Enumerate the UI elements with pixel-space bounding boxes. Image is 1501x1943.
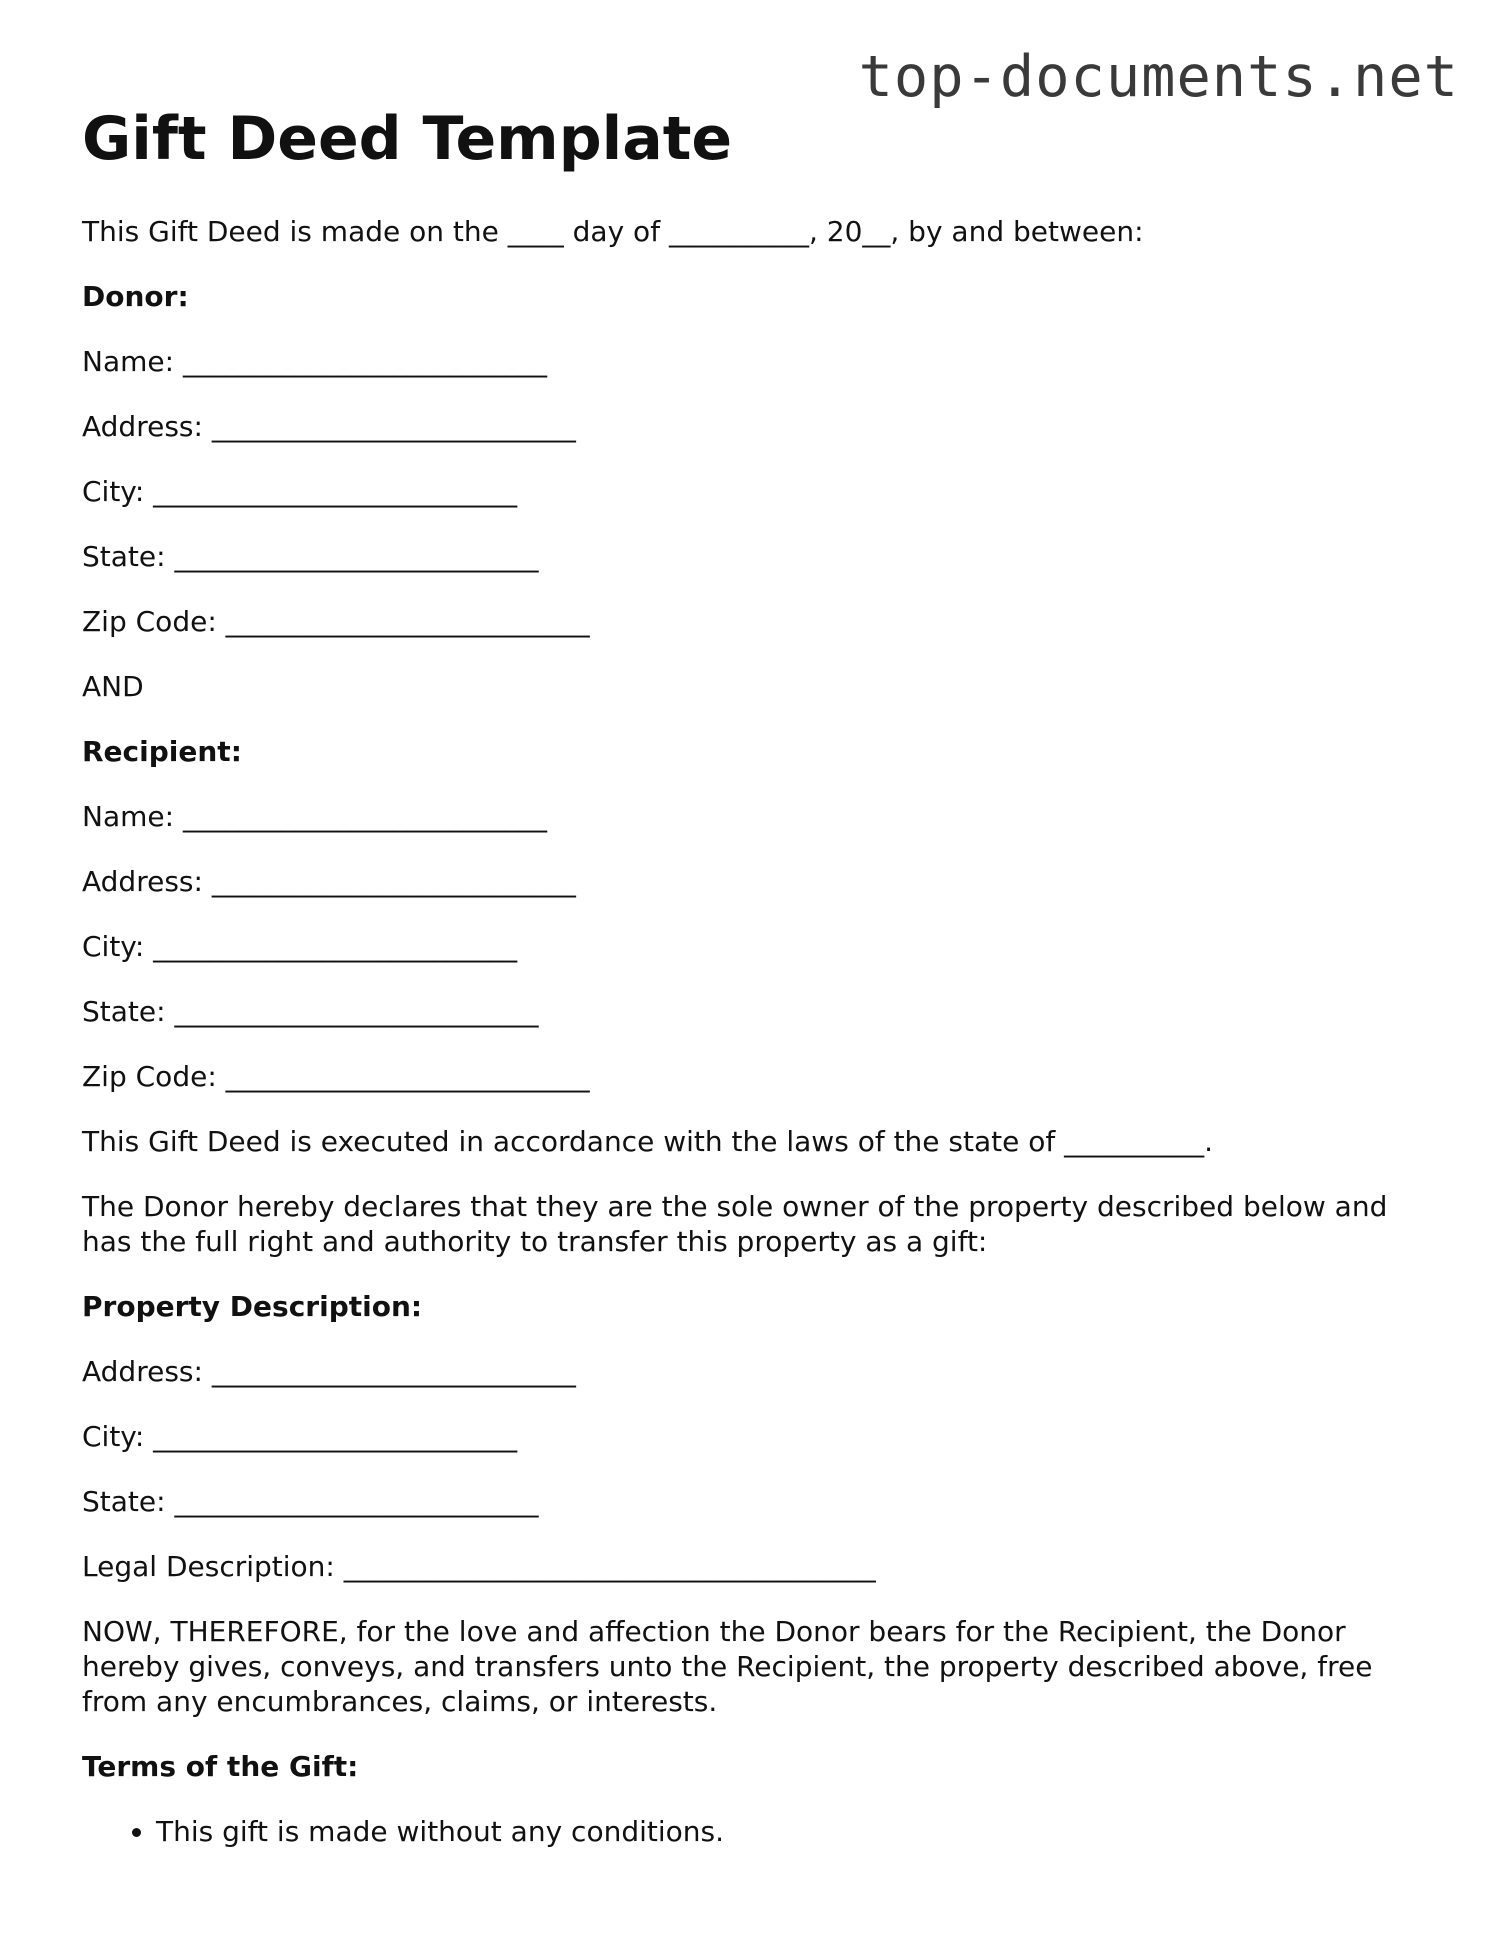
donor-name-field: Name: __________________________	[82, 345, 547, 378]
document-page	[82, 104, 1422, 1849]
property-legal-description-field: Legal Description: ______________________________________	[82, 1550, 876, 1583]
donor-city-field: City: __________________________	[82, 475, 518, 508]
recipient-zip-field: Zip Code: __________________________	[82, 1060, 590, 1093]
list-item: • This gift is made without any conditions.	[156, 1814, 1422, 1849]
declaration-text: The Donor hereby declares that they are the sole owner of the property described below and has the full right and authority to transfer this property as a gift:	[82, 1190, 1388, 1258]
intro-text: This Gift Deed is made on the ____ day of __________, 20__, by and between:	[82, 215, 1144, 248]
donor-zip-field: Zip Code: __________________________	[82, 605, 590, 638]
recipient-heading: Recipient:	[82, 735, 242, 768]
donor-state-field: State: __________________________	[82, 540, 539, 573]
document-title: Gift Deed Template	[82, 104, 733, 174]
and-separator: AND	[82, 670, 144, 703]
property-heading: Property Description:	[82, 1290, 423, 1323]
now-therefore-text: NOW, THEREFORE, for the love and affection the Donor bears for the Recipient, the Donor hereby gives, conveys, and transfers unto the Recipient, the property described above, free from any encumbrances, claims, or interests.	[82, 1615, 1373, 1718]
recipient-name-field: Name: __________________________	[82, 800, 547, 833]
recipient-address-field: Address: __________________________	[82, 865, 576, 898]
terms-list	[82, 1814, 1422, 1849]
property-city-field: City: __________________________	[82, 1420, 518, 1453]
property-state-field: State: __________________________	[82, 1485, 539, 1518]
recipient-state-field: State: __________________________	[82, 995, 539, 1028]
terms-heading: Terms of the Gift:	[82, 1750, 359, 1783]
governing-law-text: This Gift Deed is executed in accordance with the laws of the state of __________.	[82, 1125, 1214, 1158]
donor-heading: Donor:	[82, 280, 189, 313]
recipient-city-field: City: __________________________	[82, 930, 518, 963]
property-address-field: Address: __________________________	[82, 1355, 576, 1388]
site-watermark: top-documents.net	[858, 44, 1459, 110]
donor-address-field: Address: __________________________	[82, 410, 576, 443]
